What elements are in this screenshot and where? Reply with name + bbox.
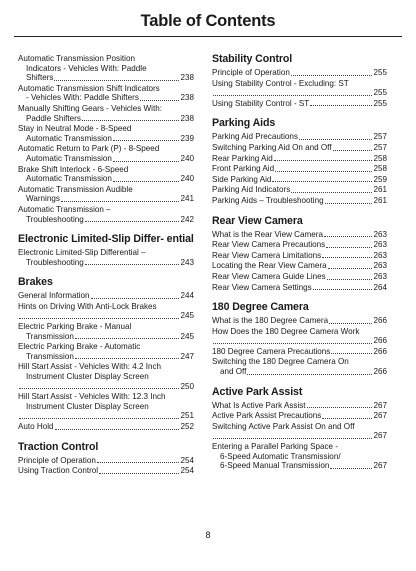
toc-entry-text: Parking Aids – Troubleshooting — [212, 195, 324, 205]
page-title: Table of Contents — [140, 12, 276, 30]
dot-leader — [274, 159, 373, 161]
toc-page-number: 238 — [180, 93, 194, 103]
toc-entry-text: Automatic Transmission Position — [18, 54, 135, 63]
dot-leader — [333, 149, 373, 151]
dot-leader — [213, 342, 372, 344]
toc-page-number: 267 — [373, 400, 387, 410]
section-heading-electronic-limited-slip-differ-ential: Electronic Limited-Slip Differ- ential — [18, 233, 194, 246]
toc-entry-hints-on-driving-with-anti-lock-brakes[interactable] — [18, 302, 194, 321]
dot-leader — [54, 79, 179, 81]
toc-entry-side-parking-aid[interactable] — [212, 175, 387, 185]
section-heading-brakes: Brakes — [18, 276, 53, 289]
toc-entry-locating-the-rear-view-camera[interactable] — [212, 261, 387, 271]
toc-entry-switching-parking-aid-on-and-off[interactable] — [212, 143, 387, 153]
toc-page-number: 255 — [373, 68, 387, 77]
section-heading-parking-aids: Parking Aids — [212, 117, 276, 130]
toc-entry-text: Auto Hold — [18, 422, 54, 431]
toc-page-number: 243 — [180, 257, 194, 267]
toc-right-column — [212, 54, 387, 472]
toc-page-number: 258 — [373, 153, 387, 163]
toc-entry-text: What is the Rear View Camera — [212, 229, 323, 239]
toc-entry-text: Hill Start Assist - Vehicles With: 12.3 Inch — [18, 392, 166, 402]
toc-entry-text: Switching Active Park Assist On and Off — [212, 421, 355, 431]
dot-leader — [91, 297, 180, 299]
toc-page-number: 266 — [373, 316, 387, 326]
title-divider — [14, 36, 402, 37]
toc-page-number: 261 — [373, 185, 387, 195]
toc-entry-text: Principle of Operation — [18, 455, 96, 465]
toc-entry-rear-parking-aid[interactable] — [212, 154, 387, 164]
toc-entry-text: Front Parking Aid — [212, 164, 275, 174]
dot-leader — [113, 160, 180, 162]
toc-page-number: 238 — [180, 113, 194, 123]
toc-entry-principle-of-operation[interactable] — [18, 456, 194, 466]
toc-entry-text: Locating the Rear View Camera — [212, 261, 327, 271]
dot-leader — [272, 180, 372, 182]
dot-leader — [322, 256, 372, 258]
toc-entry-text: Automatic Transmission – — [18, 204, 111, 214]
toc-entry-text: Rear Parking Aid — [212, 153, 273, 163]
toc-entry-automatic-return-to-park-p-8-speed-automatic-transmission[interactable] — [18, 144, 194, 163]
toc-page-number: 255 — [373, 88, 387, 98]
toc-page-number: 241 — [180, 194, 194, 204]
section-heading-traction-control: Traction Control — [18, 440, 99, 453]
dot-leader — [331, 352, 372, 354]
section-heading-active-park-assist: Active Park Assist — [212, 385, 303, 398]
toc-page-number: 251 — [180, 411, 194, 421]
toc-entry-text: 6-Speed Manual Transmission — [220, 461, 330, 471]
dot-leader — [327, 278, 373, 280]
toc-left-column — [18, 54, 194, 477]
toc-entry-front-parking-aid[interactable] — [212, 164, 387, 174]
toc-entry-active-park-assist-precautions[interactable] — [212, 411, 387, 421]
toc-page-number: 240 — [180, 174, 194, 184]
dot-leader — [55, 428, 180, 430]
toc-page-number: 263 — [373, 229, 387, 239]
dot-leader — [140, 99, 180, 101]
dot-leader — [313, 288, 373, 290]
toc-page-number: 263 — [373, 261, 387, 271]
toc-entry-automatic-transmission-audible-warnings[interactable] — [18, 185, 194, 204]
toc-entry-using-stability-control-st[interactable] — [212, 99, 387, 109]
toc-entry-180-degree-camera-precautions[interactable] — [212, 347, 387, 357]
dot-leader — [328, 267, 373, 269]
toc-entry-text: Hill Start Assist - Vehicles With: 4.2 Inch — [18, 362, 162, 372]
dot-leader — [82, 119, 180, 121]
dot-leader — [85, 220, 180, 222]
toc-entry-hill-start-assist-vehicles-with-12-3-inch-instrument-cluster-display-screen[interactable] — [18, 392, 194, 421]
toc-entry-text: Troubleshooting — [26, 257, 84, 267]
toc-entry-text: Electric Parking Brake - Manual — [18, 322, 132, 332]
dot-leader — [310, 104, 372, 106]
toc-entry-text: What is the 180 Degree Camera — [212, 316, 329, 326]
dot-leader — [324, 235, 373, 237]
dot-leader — [307, 406, 373, 408]
dot-leader — [326, 246, 372, 248]
toc-page-number: 250 — [180, 381, 194, 391]
toc-entry-text: Electric Parking Brake - Automatic — [18, 342, 141, 352]
toc-page-number: 240 — [180, 153, 194, 163]
toc-page-number: 264 — [373, 282, 387, 292]
toc-entry-text: Side Parking Aid — [212, 174, 272, 184]
dot-leader — [213, 94, 372, 96]
toc-entry-text: Shifters — [26, 73, 54, 83]
toc-page-number: 254 — [180, 455, 194, 465]
toc-entry-rear-view-camera-settings[interactable] — [212, 283, 387, 293]
toc-entry-text: What Is Active Park Assist — [212, 400, 306, 410]
toc-entry-hill-start-assist-vehicles-with-4-2-inch-instrument-cluster-display-screen[interactable] — [18, 362, 194, 391]
toc-entry-text: 180 Degree Camera Precautions — [212, 346, 331, 356]
toc-entry-what-is-active-park-assist[interactable] — [212, 401, 387, 411]
toc-entry-text: Switching the 180 Degree Camera On — [212, 357, 349, 367]
page-number: 8 — [205, 530, 211, 540]
toc-page-number: 242 — [180, 214, 194, 224]
toc-entry-electronic-limited-slip-differential-troubleshooting[interactable] — [18, 248, 194, 267]
toc-entry-how-does-the-180-degree-camera-work[interactable] — [212, 327, 387, 346]
toc-entry-electric-parking-brake-automatic-transmission[interactable] — [18, 342, 194, 361]
dot-leader — [99, 472, 179, 474]
toc-entry-using-traction-control[interactable] — [18, 466, 194, 476]
toc-entry-what-is-the-rear-view-camera[interactable] — [212, 230, 387, 240]
dot-leader — [97, 461, 180, 463]
toc-entry-text: Hints on Driving With Anti-Lock Brakes — [18, 301, 157, 311]
toc-entry-text: Troubleshooting — [26, 214, 84, 224]
toc-entry-text: Electronic Limited-Slip Differential – — [18, 248, 146, 258]
toc-entry-switching-the-180-degree-camera-on-and-off[interactable] — [212, 357, 387, 376]
toc-entry-text: Entering a Parallel Parking Space - — [212, 442, 338, 452]
toc-entry-text: Switching Parking Aid On and Off — [212, 142, 332, 152]
toc-entry-text: Rear View Camera Precautions — [212, 240, 326, 250]
toc-entry-text: Parking Aid Precautions — [212, 132, 298, 142]
dot-leader — [329, 322, 372, 324]
toc-page-number: 263 — [373, 240, 387, 250]
toc-entry-text: Parking Aid Indicators — [212, 185, 291, 195]
dot-leader — [213, 437, 372, 439]
dot-leader — [322, 417, 372, 419]
toc-entry-principle-of-operation[interactable] — [212, 68, 387, 78]
toc-entry-text: Automatic Return to Park (P) - 8-Speed — [18, 144, 160, 154]
toc-entry-text: and Off — [220, 367, 247, 377]
toc-entry-rear-view-camera-limitations[interactable] — [212, 251, 387, 261]
dot-leader — [275, 170, 372, 172]
toc-entry-rear-view-camera-precautions[interactable] — [212, 240, 387, 250]
toc-page-number: 239 — [180, 133, 194, 143]
dot-leader — [75, 357, 180, 359]
dot-leader — [85, 263, 180, 265]
toc-page-number: 257 — [373, 142, 387, 152]
toc-entry-text: Brake Shift Interlock - 6-Speed — [18, 164, 129, 174]
toc-entry-text: How Does the 180 Degree Camera Work — [212, 326, 360, 336]
toc-page-number: 238 — [180, 73, 194, 83]
toc-entry-text: - Vehicles With: Paddle Shifters — [26, 93, 139, 103]
toc-entry-text: Principle of Operation — [212, 68, 290, 77]
toc-entry-automatic-transmission-shift-indicators-vehicles-with-paddle-shifters[interactable] — [18, 84, 194, 103]
toc-entry-entering-a-parallel-parking-space-6-speed-automatic-transmission-6-speed-manual-transmission[interactable] — [212, 442, 387, 471]
dot-leader — [19, 387, 179, 389]
toc-page-number: 245 — [180, 311, 194, 321]
toc-entry-text: Transmission — [26, 351, 74, 361]
dot-leader — [113, 139, 180, 141]
toc-entry-text: 6-Speed Automatic Transmission/ — [220, 451, 341, 461]
dot-leader — [113, 180, 180, 182]
toc-entry-text: Paddle Shifters — [26, 113, 81, 123]
toc-entry-text: Using Traction Control — [18, 466, 99, 476]
toc-entry-text: Instrument Cluster Display Screen — [26, 401, 149, 411]
toc-entry-parking-aid-indicators[interactable] — [212, 185, 387, 195]
toc-page-number: 261 — [373, 195, 387, 205]
toc-page-number: 267 — [373, 431, 387, 441]
toc-entry-text: Manually Shifting Gears - Vehicles With: — [18, 103, 162, 113]
toc-entry-text: Automatic Transmission — [26, 153, 112, 163]
toc-entry-text: Indicators - Vehicles With: Paddle — [26, 63, 147, 73]
dot-leader — [19, 317, 179, 319]
section-heading-rear-view-camera: Rear View Camera — [212, 214, 303, 227]
toc-entry-using-stability-control-excluding-st[interactable] — [212, 79, 387, 98]
toc-page-number: 254 — [180, 466, 194, 476]
section-heading-180-degree-camera: 180 Degree Camera — [212, 301, 309, 314]
toc-entry-text: Automatic Transmission — [26, 133, 112, 143]
dot-leader — [330, 467, 372, 469]
toc-entry-text: Rear View Camera Guide Lines — [212, 271, 326, 281]
toc-entry-text: General Information — [18, 291, 90, 301]
toc-page-number: 244 — [180, 291, 194, 301]
toc-page-number: 259 — [373, 174, 387, 184]
toc-page-number: 266 — [373, 367, 387, 377]
toc-page-number: 247 — [180, 351, 194, 361]
dot-leader — [247, 373, 372, 375]
toc-page-number: 267 — [373, 461, 387, 471]
toc-entry-automatic-transmission-position-indicators-vehicles-with-paddle-shifters[interactable] — [18, 54, 194, 83]
toc-entry-text: Rear View Camera Settings — [212, 282, 312, 292]
toc-page-number: 267 — [373, 411, 387, 421]
dot-leader — [75, 337, 180, 339]
dot-leader — [291, 191, 372, 193]
toc-entry-rear-view-camera-guide-lines[interactable] — [212, 272, 387, 282]
toc-page-number: 266 — [373, 336, 387, 346]
toc-entry-text: Stay in Neutral Mode - 8-Speed — [18, 124, 132, 134]
toc-entry-text: Automatic Transmission Audible — [18, 184, 133, 194]
toc-entry-text: Using Stability Control - Excluding: ST — [212, 78, 349, 88]
toc-page-number: 263 — [373, 271, 387, 281]
dot-leader — [19, 417, 179, 419]
toc-entry-general-information[interactable] — [18, 291, 194, 301]
toc-entry-text: Active Park Assist Precautions — [212, 411, 322, 421]
toc-page-number: 258 — [373, 164, 387, 174]
toc-entry-brake-shift-interlock-6-speed-automatic-transmission[interactable] — [18, 165, 194, 184]
dot-leader — [299, 138, 373, 140]
toc-entry-electric-parking-brake-manual-transmission[interactable] — [18, 322, 194, 341]
dot-leader — [291, 74, 373, 76]
dot-leader — [325, 202, 373, 204]
toc-page-number: 263 — [373, 250, 387, 260]
toc-entry-auto-hold[interactable] — [18, 422, 194, 432]
toc-entry-what-is-the-180-degree-camera[interactable] — [212, 316, 387, 326]
toc-page-number: 257 — [373, 132, 387, 142]
toc-page-number: 255 — [373, 98, 387, 108]
toc-entry-text: Using Stability Control - ST — [212, 98, 310, 108]
toc-entry-stay-in-neutral-mode-8-speed-automatic-transmission[interactable] — [18, 124, 194, 143]
toc-entry-text: Automatic Transmission Shift Indicators — [18, 83, 160, 93]
toc-entry-manually-shifting-gears-vehicles-with-paddle-shifters[interactable] — [18, 104, 194, 123]
toc-entry-text: Rear View Camera Limitations — [212, 250, 322, 260]
toc-entry-automatic-transmission-troubleshooting[interactable] — [18, 205, 194, 224]
toc-entry-parking-aid-precautions[interactable] — [212, 132, 387, 142]
dot-leader — [61, 200, 180, 202]
toc-entry-text: Transmission — [26, 331, 74, 341]
toc-entry-text: Instrument Cluster Display Screen — [26, 372, 149, 382]
toc-page-number: 252 — [180, 422, 194, 431]
toc-page-number: 266 — [373, 346, 387, 356]
toc-entry-parking-aids-troubleshooting[interactable] — [212, 196, 387, 206]
toc-entry-text: Automatic Transmission — [26, 174, 112, 184]
toc-page-number: 245 — [180, 331, 194, 341]
toc-entry-switching-active-park-assist-on-and-off[interactable] — [212, 422, 387, 441]
toc-entry-text: Warnings — [26, 194, 60, 204]
section-heading-stability-control: Stability Control — [212, 53, 293, 65]
